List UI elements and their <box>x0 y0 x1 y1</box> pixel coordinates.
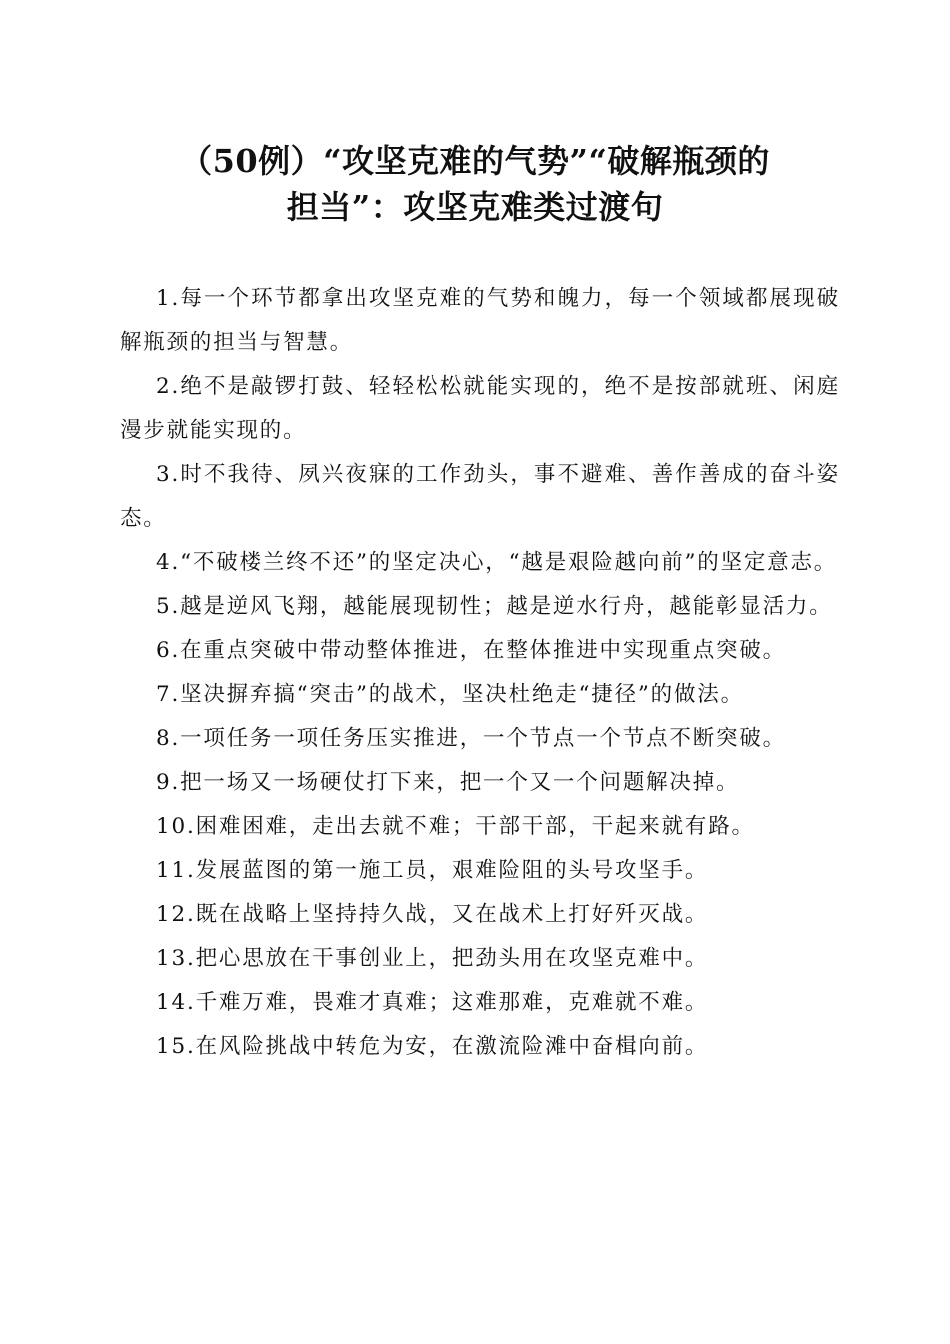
list-item-1: 1.每一个环节都拿出攻坚克难的气势和魄力，每一个领域都展现破解瓶颈的担当与智慧。 <box>120 286 840 355</box>
document-title <box>90 138 860 230</box>
list-item-2: 2.绝不是敲锣打鼓、轻轻松松就能实现的，绝不是按部就班、闲庭漫步就能实现的。 <box>120 374 840 443</box>
list-item-13: 13.把心思放在干事创业上，把劲头用在攻坚克难中。 <box>156 946 709 971</box>
list-item-5: 5.越是逆风飞翔，越能展现韧性；越是逆水行舟，越能彰显活力。 <box>156 594 833 619</box>
list-item-12: 12.既在战略上坚持持久战，又在战术上打好歼灭战。 <box>156 902 709 927</box>
list-item-15: 15.在风险挑战中转危为安，在激流险滩中奋楫向前。 <box>156 1034 709 1059</box>
title-line-1: （50例）“攻坚克难的气势”“破解瓶颈的 <box>180 142 770 180</box>
title-line-2: 担当”：攻坚克难类过渡句 <box>286 188 664 226</box>
list-item-14: 14.千难万难，畏难才真难；这难那难，克难就不难。 <box>156 990 709 1015</box>
list-item-4: 4.“不破楼兰终不还”的坚定决心，“越是艰险越向前”的坚定意志。 <box>156 550 838 575</box>
list-item-6: 6.在重点突破中带动整体推进，在整体推进中实现重点突破。 <box>156 638 786 663</box>
list-item-9: 9.把一场又一场硬仗打下来，把一个又一个问题解决掉。 <box>156 770 740 795</box>
list-item-7: 7.坚决摒弃搞“突击”的战术，坚决杜绝走“捷径”的做法。 <box>156 682 744 707</box>
document-body <box>120 277 840 1069</box>
list-item-11: 11.发展蓝图的第一施工员，艰难险阻的头号攻坚手。 <box>156 858 709 883</box>
list-item-8: 8.一项任务一项任务压实推进，一个节点一个节点不断突破。 <box>156 726 786 751</box>
list-item-10: 10.困难困难，走出去就不难；干部干部，干起来就有路。 <box>156 814 755 839</box>
list-item-3: 3.时不我待、夙兴夜寐的工作劲头，事不避难、善作善成的奋斗姿态。 <box>120 462 840 531</box>
